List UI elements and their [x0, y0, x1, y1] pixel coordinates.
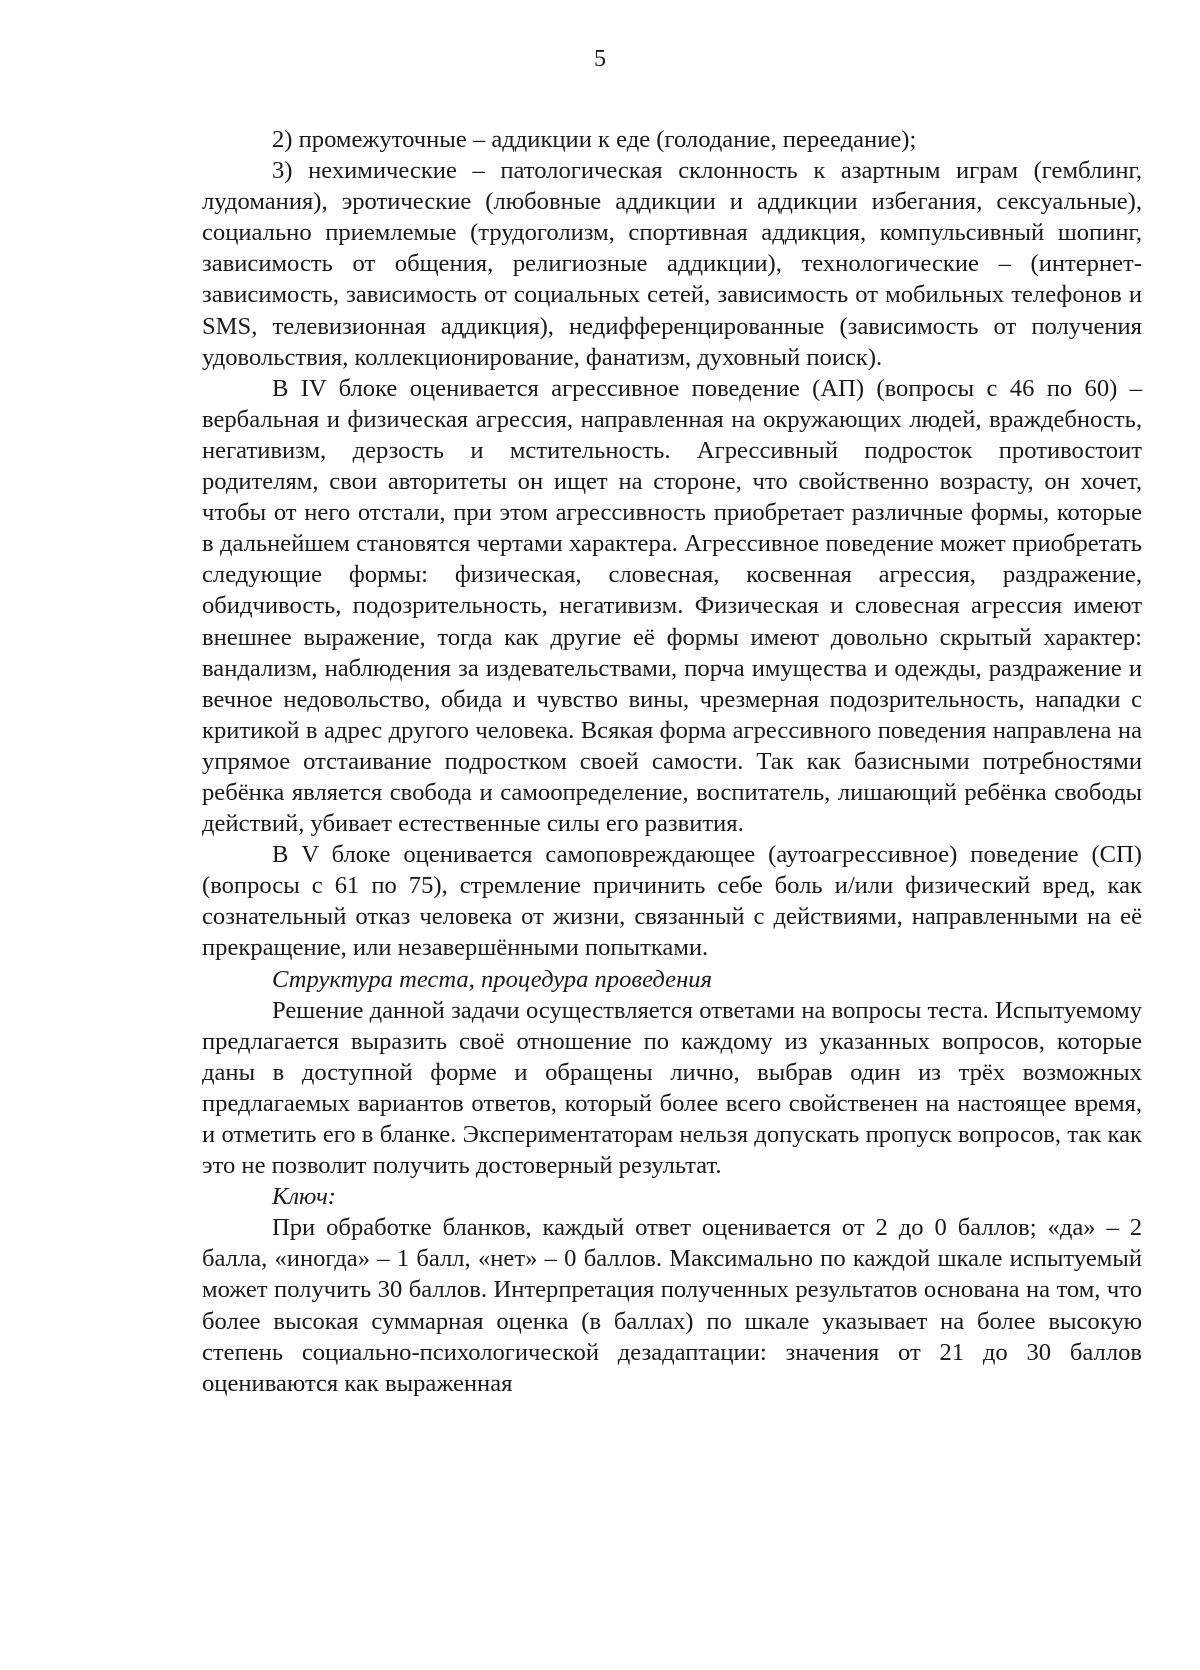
heading-test-structure: Структура теста, процедура проведения	[272, 965, 712, 993]
paragraph-nonchemical-addictions: 3) нехимические – патологическая склонность к азартным играм (гемблинг, лудомания), эротические (любовные аддикции и аддикции избегания, сексуальные), социально приемлемые (трудоголизм, спортивная аддикция, компульсивный шопинг, зависимость от общения, религиозные аддикции), технологические – (интернет-зависимость, зависимость от социальных сетей, зависимость от мобильных телефонов и SMS, телевизионная аддикция), недифференцированные (зависимость от получения удовольствия, коллекционирование, фанатизм, духовный поиск).	[202, 157, 1142, 371]
paragraph-test-procedure: Решение данной задачи осуществляется ответами на вопросы теста. Испытуемому предлагается выразить своё отношение по каждому из указанных вопросов, которые даны в доступной форме и обращены лично, выбрав один из трёх возможных предлагаемых вариантов ответов, который более всего свойственен на настоящее время, и отметить его в бланке. Экспериментаторам нельзя допускать пропуск вопросов, так как это не позволит получить достоверный результат.	[202, 996, 1142, 1180]
heading-key: Ключ:	[272, 1183, 336, 1211]
paragraph-intermediate-addictions: 2) промежуточные – аддикции к еде (голодание, переедание);	[272, 126, 917, 153]
paragraph-block-v-self-harm: В V блоке оценивается самоповреждающее (аутоагрессивное) поведение (СП) (вопросы с 61 по 75), стремление причинить себе боль и/или физический вред, как сознательный отказ человека от жизни, связанный с действиями, направленными на её прекращение, или незавершёнными попытками.	[202, 841, 1142, 962]
body-text	[202, 124, 1142, 1399]
page-number: 5	[594, 46, 606, 72]
paragraph-scoring-key: При обработке бланков, каждый ответ оценивается от 2 до 0 баллов; «да» – 2 балла, «иногда» – 1 балл, «нет» – 0 баллов. Максимально по каждой шкале испытуемый может получить 30 баллов. Интерпретация полученных результатов основана на том, что более высокая суммарная оценка (в баллах) по шкале указывает на более высокую степень социально-психологической дезадаптации: значения от 21 до 30 баллов оцениваются как выраженная	[202, 1214, 1142, 1397]
paragraph-block-iv-aggressive-behavior: В IV блоке оценивается агрессивное поведение (АП) (вопросы с 46 по 60) – вербальная и физическая агрессия, направленная на окружающих людей, враждебность, негативизм, дерзость и мстительность. Агрессивный подросток противостоит родителям, свои авторитеты он ищет на стороне, что свойственно возрасту, он хочет, чтобы от него отстали, при этом агрессивность приобретает различные формы, которые в дальнейшем становятся чертами характера. Агрессивное поведение может приобретать следующие формы: физическая, словесная, косвенная агрессия, раздражение, обидчивость, подозрительность, негативизм. Физическая и словесная агрессия имеют внешнее выражение, тогда как другие её формы имеют довольно скрытый характер: вандализм, наблюдения за издевательствами, порча имущества и одежды, раздражение и вечное недовольство, обида и чувство вины, чрезмерная подозрительность, нападки с критикой в адрес другого человека. Всякая форма агрессивного поведения направлена на упрямое отстаивание подростком своей самости. Так как базисными потребностями ребёнка является свобода и самоопределение, воспитатель, лишающий ребёнка свободы действий, убивает естественные силы его развития.	[202, 374, 1142, 838]
